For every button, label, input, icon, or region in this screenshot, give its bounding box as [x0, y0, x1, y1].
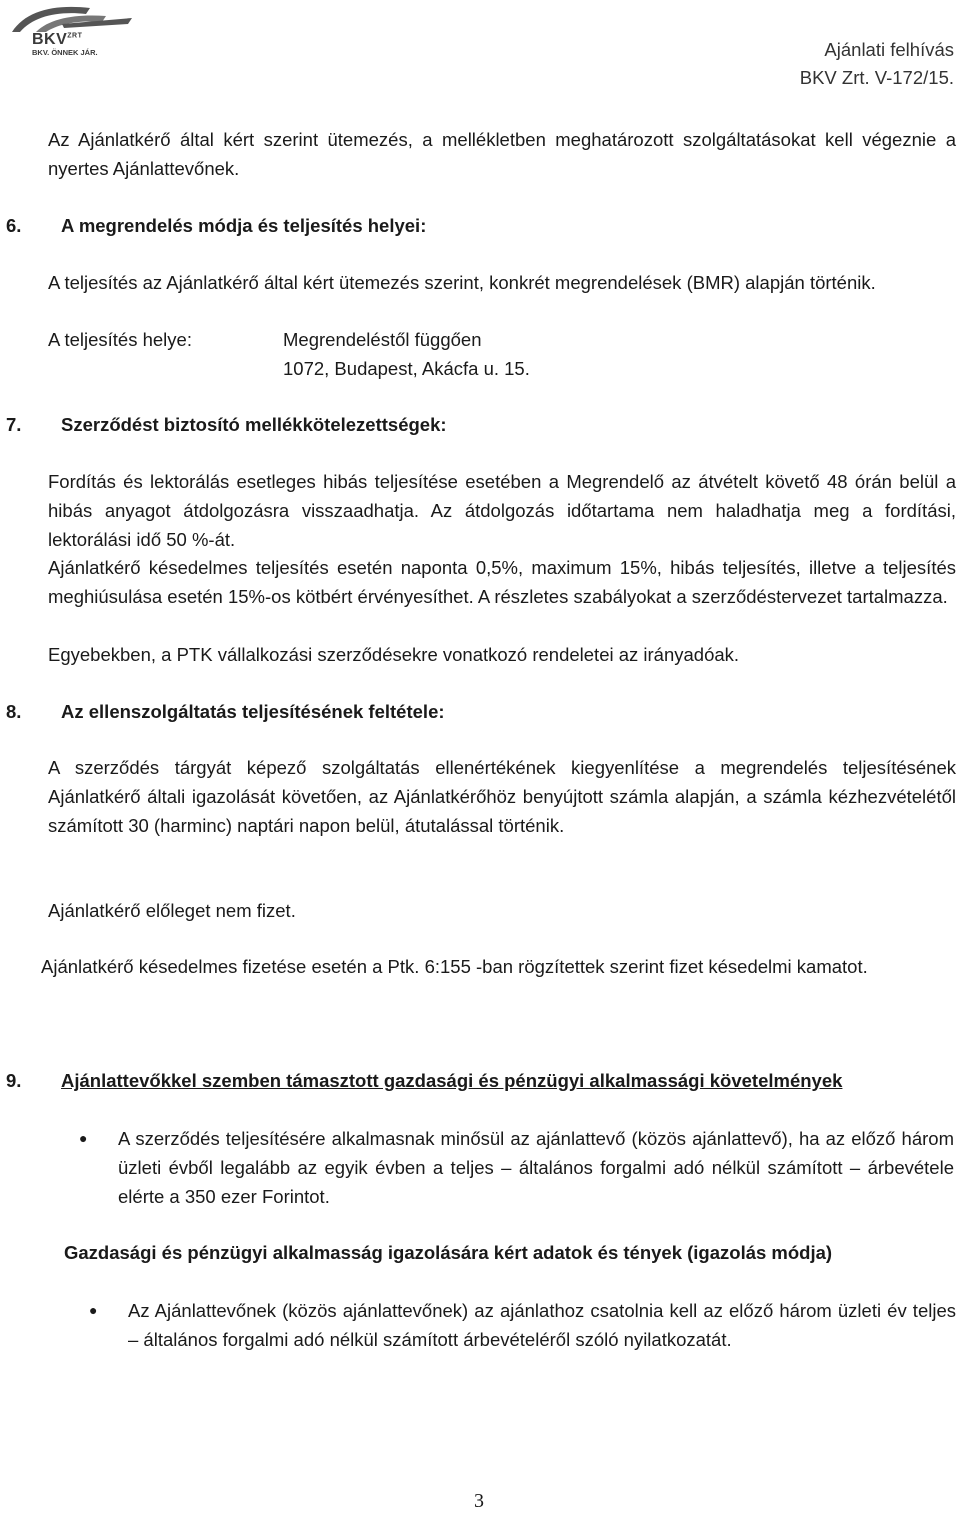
delivery-place-line-2: 1072, Budapest, Akácfa u. 15. [283, 358, 530, 379]
page-number: 3 [474, 1490, 484, 1512]
bullet-icon: ● [79, 1130, 88, 1146]
section-9-number: 9. [6, 1070, 22, 1091]
section-9-title: Ajánlattevőkkel szemben támasztott gazdasági és pénzügyi alkalmassági követelmények [61, 1070, 843, 1091]
section-9-subheading: Gazdasági és pénzügyi alkalmasság igazolására kért adatok és tények (igazolás módja) [64, 1242, 833, 1263]
section-8-paragraph-2: Ajánlatkérő előleget nem fizet. [48, 900, 296, 921]
bullet-icon: ● [89, 1302, 98, 1318]
logo-brand: BKV [32, 31, 68, 48]
section-8-paragraph-1: A szerződés tárgyát képező szolgáltatás ellenértékének kiegyenlítése a megrendelés teljesítésének Ajánlatkérő általi igazolását követően, az Ajánlatkérőhöz benyújtott számla alapján, a számla kézhezvételétől számított 30 (harminc) naptári napon belül, átutalással történik. [48, 757, 956, 836]
bkv-logo [6, 2, 134, 62]
section-9-bullet-1: A szerződés teljesítésére alkalmasnak minősül az ajánlattevő (közös ajánlattevő), ha az előző három üzleti évből legalább az egyik évben a teljes – általános forgalmi adó nélkül számított – árbevétele elérte a 350 ezer Forintot. [118, 1128, 954, 1207]
section-8-number: 8. [6, 701, 22, 722]
delivery-place-line-1: Megrendeléstől függően [283, 329, 482, 350]
section-6-title: A megrendelés módja és teljesítés helyei: [61, 215, 427, 236]
section-8-paragraph-3: Ajánlatkérő késedelmes fizetése esetén a Ptk. 6:155 -ban rögzítettek szerint fizet késedelmi kamatot. [41, 956, 868, 977]
section-7-paragraph-2: Ajánlatkérő késedelmes teljesítés esetén naponta 0,5%, maximum 15%, hibás teljesítés, illetve a teljesítés meghiúsulása esetén 15%-os kötbért érvényesíthet. A részletes szabályokat a szerződéstervezet tartalmazza. [48, 557, 956, 607]
document-reference: BKV Zrt. V-172/15. [799, 67, 954, 88]
section-6-paragraph: A teljesítés az Ajánlatkérő által kért ütemezés szerint, konkrét megrendelések (BMR) alapján történik. [48, 272, 876, 293]
section-7-number: 7. [6, 414, 22, 435]
section-6-number: 6. [6, 215, 22, 236]
section-9-bullet-2: Az Ajánlattevőnek (közös ajánlattevőnek) az ajánlathoz csatolnia kell az előző három üzleti év teljes – általános forgalmi adó nélkül számított árbevételéről szóló nyilatkozatát. [128, 1300, 956, 1350]
document-title: Ajánlati felhívás [824, 39, 954, 60]
logo-tagline: BKV. ÖNNEK JÁR. [32, 48, 98, 57]
section-7-title: Szerződést biztosító mellékkötelezettségek: [61, 414, 447, 435]
delivery-place-label: A teljesítés helye: [48, 329, 192, 350]
section-8-title: Az ellenszolgáltatás teljesítésének feltétele: [61, 701, 445, 722]
document-header [800, 36, 954, 92]
section-7-paragraph-3: Egyebekben, a PTK vállalkozási szerződésekre vonatkozó rendeletei az irányadóak. [48, 644, 740, 665]
section-7-paragraph-1: Fordítás és lektorálás esetleges hibás teljesítése esetében a Megrendelő az átvételt követő 48 órán belül a hibás anyagot átdolgozásra visszaadhatja. Az átdolgozás időtartama nem haladhatja meg a fordítási, lektorálási idő 50 %-át. [48, 471, 956, 550]
logo-superscript: ZRT [67, 32, 83, 40]
intro-paragraph: Az Ajánlatkérő által kért szerint ütemezés, a mellékletben meghatározott szolgáltatásokat kell végeznie a nyertes Ajánlattevőnek. [48, 129, 956, 179]
